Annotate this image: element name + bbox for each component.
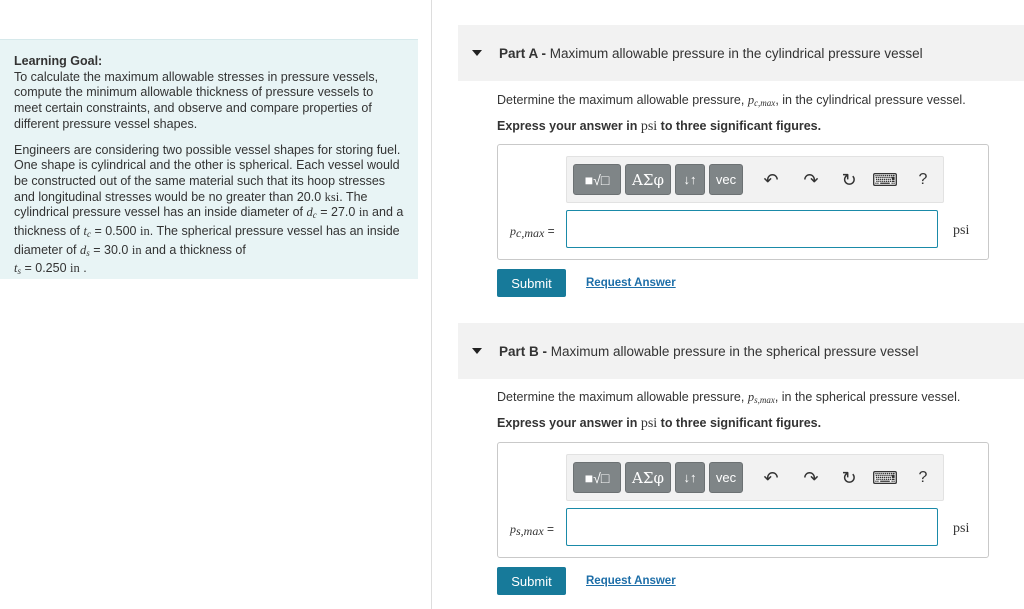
part-label: Part A - — [499, 45, 547, 61]
answer-label — [510, 522, 554, 539]
answer-label — [510, 224, 555, 241]
problem-statement — [14, 143, 404, 281]
unit-ksi: ksi — [324, 189, 340, 204]
templates-button[interactable]: ■√□ — [573, 462, 621, 493]
part-b-answer-box — [497, 442, 989, 558]
variable-subscript: s,max — [754, 395, 775, 405]
part-b-instructions — [497, 416, 821, 432]
request-answer-link[interactable]: Request Answer — [586, 575, 676, 587]
symbol-tc: t — [83, 224, 87, 239]
vector-button[interactable]: vec — [709, 462, 743, 493]
templates-button[interactable]: ■√□ — [573, 164, 621, 195]
part-b-title — [499, 344, 918, 359]
answer-input[interactable] — [566, 508, 938, 546]
symbol-subscript: s — [86, 247, 90, 258]
submit-button[interactable]: Submit — [497, 269, 566, 297]
learning-goal-box — [0, 39, 418, 279]
unit-in: in — [70, 261, 80, 276]
part-b-prompt — [497, 390, 960, 405]
answer-unit: psi — [953, 223, 970, 238]
instruction-unit: psi — [640, 416, 658, 431]
label-equals: = — [544, 224, 555, 238]
variable-subscript: c,max — [754, 98, 776, 108]
greek-symbols-button[interactable]: ΑΣφ — [625, 164, 671, 195]
answer-unit: psi — [953, 521, 970, 536]
keyboard-icon[interactable]: ⌨ — [872, 467, 898, 488]
variable-symbol: p — [747, 390, 755, 404]
prompt-text: , in the spherical pressure vessel. — [774, 390, 961, 404]
part-title-text: Maximum allowable pressure in the spherical pressure vessel — [550, 343, 919, 359]
undo-icon[interactable]: ↶ — [763, 467, 779, 488]
value-dc: = 27.0 — [316, 205, 356, 220]
statement-part: . — [83, 261, 87, 276]
symbol-subscript: s — [17, 266, 21, 277]
help-icon[interactable]: ? — [918, 171, 928, 188]
symbol-ts: t — [14, 261, 18, 276]
greek-symbols-button[interactable]: ΑΣφ — [625, 462, 671, 493]
collapse-caret-icon[interactable] — [472, 348, 482, 354]
part-a-answer-box — [497, 144, 989, 260]
learning-goal-title: Learning Goal: — [14, 54, 103, 68]
instruction-text: to three significant figures. — [660, 119, 822, 133]
statement-part: and a thickness of — [14, 205, 404, 239]
part-a-title — [499, 46, 923, 61]
part-b-header[interactable] — [458, 323, 1024, 379]
label-symbol: p — [510, 522, 516, 536]
symbol-subscript: c — [312, 210, 317, 221]
part-a-header[interactable] — [458, 25, 1024, 81]
help-icon[interactable]: ? — [918, 469, 928, 486]
prompt-text: Determine the maximum allowable pressure, — [497, 93, 745, 107]
redo-icon[interactable]: ↷ — [803, 169, 819, 190]
request-answer-link[interactable]: Request Answer — [586, 277, 676, 289]
value-tc: = 0.500 — [90, 224, 137, 239]
value-ts: = 0.250 — [21, 261, 67, 276]
part-label: Part B - — [499, 343, 548, 359]
statement-part: . The cylindrical pressure vessel has an inside diameter of — [14, 189, 368, 220]
statement-part: and a thickness of — [141, 242, 246, 257]
instruction-text: to three significant figures. — [660, 416, 822, 430]
arrows-button[interactable]: ↓↑ — [675, 164, 705, 195]
label-subscript: c,max — [516, 226, 545, 240]
label-symbol: p — [510, 224, 516, 238]
instruction-text: Express your answer in — [497, 416, 638, 430]
undo-icon[interactable]: ↶ — [763, 169, 779, 190]
part-title-text: Maximum allowable pressure in the cylindrical pressure vessel — [549, 45, 923, 61]
submit-button[interactable]: Submit — [497, 567, 566, 595]
variable-symbol: p — [747, 93, 755, 107]
left-panel — [0, 0, 432, 609]
learning-goal-text: To calculate the maximum allowable stresses in pressure vessels, compute the minimum allowable thickness of pressure vessels to meet certain constraints, and observe and compare properties of different pressure vessel shapes. — [14, 69, 379, 131]
label-subscript: s,max — [516, 524, 544, 538]
equation-toolbar — [566, 156, 944, 203]
answer-input[interactable] — [566, 210, 938, 248]
instruction-text: Express your answer in — [497, 119, 638, 133]
keyboard-icon[interactable]: ⌨ — [872, 169, 898, 190]
reset-icon[interactable]: ↻ — [841, 467, 857, 488]
vector-button[interactable]: vec — [709, 164, 743, 195]
symbol-subscript: c — [86, 229, 91, 240]
instruction-unit: psi — [640, 119, 658, 134]
collapse-caret-icon[interactable] — [472, 50, 482, 56]
redo-icon[interactable]: ↷ — [803, 467, 819, 488]
prompt-text: Determine the maximum allowable pressure, — [497, 390, 745, 404]
arrows-button[interactable]: ↓↑ — [675, 462, 705, 493]
part-a-instructions — [497, 119, 821, 135]
unit-in: in — [140, 224, 150, 239]
statement-part: Engineers are considering two possible vessel shapes for storing fuel. One shape is cylindrical and the other is spherical. Each vessel would be constructed out of the same material such that its hoop stresses and longitudinal stresses would be no greater than 20.0 — [14, 142, 401, 204]
reset-icon[interactable]: ↻ — [841, 169, 857, 190]
prompt-text: , in the cylindrical pressure vessel. — [775, 93, 966, 107]
symbol-dc: d — [306, 205, 313, 220]
statement-part: . The spherical pressure vessel has an inside diameter of — [14, 224, 400, 257]
unit-in: in — [358, 205, 369, 220]
value-ds: = 30.0 — [89, 242, 129, 257]
part-a-prompt — [497, 93, 966, 108]
equation-toolbar — [566, 454, 944, 501]
symbol-ds: d — [80, 242, 87, 257]
label-equals: = — [543, 522, 555, 536]
unit-in: in — [131, 242, 142, 257]
